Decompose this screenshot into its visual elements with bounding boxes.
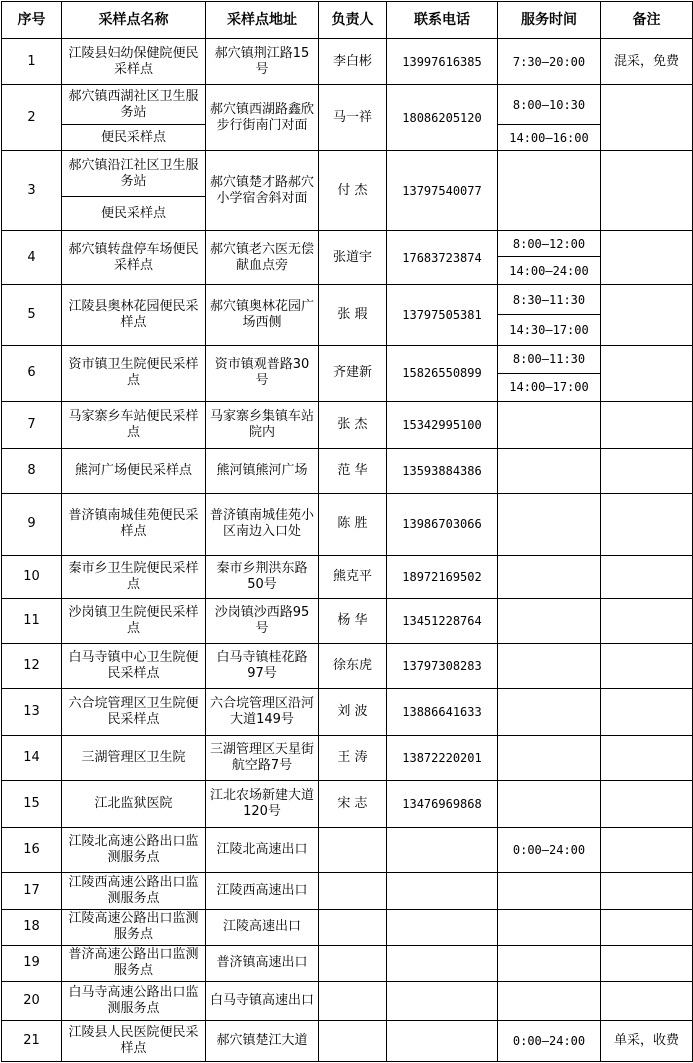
row-number: 7 xyxy=(2,401,62,448)
contact-phone xyxy=(387,945,498,981)
row-number: 11 xyxy=(2,598,62,643)
site-name-sub: 便民采样点 xyxy=(62,125,206,151)
service-time xyxy=(498,644,601,689)
row-number: 21 xyxy=(2,1020,62,1061)
header-row xyxy=(2,2,693,39)
service-time xyxy=(498,401,601,448)
service-time xyxy=(498,873,601,909)
site-name: 江陵县人民医院便民采样点 xyxy=(62,1020,206,1061)
site-name: 江陵县妇幼保健院便民采样点 xyxy=(62,39,206,85)
responsible-person xyxy=(319,909,387,945)
site-address: 郝穴镇奥林花园广场西侧 xyxy=(206,285,319,345)
responsible-person xyxy=(319,945,387,981)
responsible-person: 杨 华 xyxy=(319,598,387,643)
site-address: 普济镇南城佳苑小区南边入口处 xyxy=(206,493,319,555)
site-address: 秦市乡荆洪东路50号 xyxy=(206,555,319,598)
contact-phone: 15342995100 xyxy=(387,401,498,448)
row-number: 5 xyxy=(2,285,62,345)
note xyxy=(601,493,693,555)
sampling-points-table xyxy=(1,1,693,1062)
contact-phone: 13872220201 xyxy=(387,736,498,781)
site-address: 郝穴镇楚江大道 xyxy=(206,1020,319,1061)
responsible-person: 熊克平 xyxy=(319,555,387,598)
responsible-person xyxy=(319,873,387,909)
site-name: 江陵县奥林花园便民采样点 xyxy=(62,285,206,345)
service-time: 14:00—24:00 xyxy=(498,257,601,285)
note xyxy=(601,828,693,873)
responsible-person xyxy=(319,828,387,873)
table-row xyxy=(2,555,693,598)
note xyxy=(601,401,693,448)
responsible-person: 徐东虎 xyxy=(319,644,387,689)
service-time: 8:30—11:30 xyxy=(498,285,601,315)
service-time xyxy=(498,736,601,781)
header-person: 负责人 xyxy=(319,2,387,39)
site-name: 江北监狱医院 xyxy=(62,781,206,828)
note xyxy=(601,644,693,689)
site-address: 郝穴镇西湖路鑫欣步行街南门对面 xyxy=(206,85,319,151)
service-time: 14:30—17:00 xyxy=(498,315,601,345)
header-no: 序号 xyxy=(2,2,62,39)
contact-phone: 13476969868 xyxy=(387,781,498,828)
row-number: 9 xyxy=(2,493,62,555)
header-phone: 联系电话 xyxy=(387,2,498,39)
table-row xyxy=(2,736,693,781)
service-time xyxy=(498,781,601,828)
row-number: 1 xyxy=(2,39,62,85)
site-address: 普济镇高速出口 xyxy=(206,945,319,981)
service-time xyxy=(498,151,601,231)
responsible-person: 王 涛 xyxy=(319,736,387,781)
site-address: 江北农场新建大道120号 xyxy=(206,781,319,828)
row-number: 6 xyxy=(2,345,62,401)
responsible-person: 张道宇 xyxy=(319,231,387,285)
contact-phone: 18086205120 xyxy=(387,85,498,151)
site-name: 白马寺镇中心卫生院便民采样点 xyxy=(62,644,206,689)
contact-phone xyxy=(387,828,498,873)
table-row xyxy=(2,598,693,643)
site-name: 普济高速公路出口监测服务点 xyxy=(62,945,206,981)
service-time xyxy=(498,493,601,555)
note xyxy=(601,85,693,151)
contact-phone: 13797540077 xyxy=(387,151,498,231)
responsible-person xyxy=(319,1020,387,1061)
site-address: 白马寺镇桂花路97号 xyxy=(206,644,319,689)
contact-phone xyxy=(387,873,498,909)
contact-phone xyxy=(387,909,498,945)
service-time: 8:00—11:30 xyxy=(498,345,601,373)
contact-phone: 13886641633 xyxy=(387,689,498,736)
responsible-person: 马一祥 xyxy=(319,85,387,151)
service-time xyxy=(498,555,601,598)
row-number: 13 xyxy=(2,689,62,736)
site-name: 江陵高速公路出口监测服务点 xyxy=(62,909,206,945)
site-address: 郝穴镇荆江路15号 xyxy=(206,39,319,85)
table-row xyxy=(2,39,693,85)
note xyxy=(601,285,693,345)
site-address: 江陵西高速出口 xyxy=(206,873,319,909)
site-name: 郝穴镇转盘停车场便民采样点 xyxy=(62,231,206,285)
site-name: 三湖管理区卫生院 xyxy=(62,736,206,781)
contact-phone: 13593884386 xyxy=(387,448,498,493)
site-name: 资市镇卫生院便民采样点 xyxy=(62,345,206,401)
note xyxy=(601,945,693,981)
service-time: 7:30—20:00 xyxy=(498,39,601,85)
contact-phone: 17683723874 xyxy=(387,231,498,285)
row-number: 19 xyxy=(2,945,62,981)
responsible-person: 齐建新 xyxy=(319,345,387,401)
table-row xyxy=(2,448,693,493)
table-row xyxy=(2,231,693,257)
header-name: 采样点名称 xyxy=(62,2,206,39)
responsible-person: 李白彬 xyxy=(319,39,387,85)
note xyxy=(601,448,693,493)
table-row xyxy=(2,781,693,828)
row-number: 18 xyxy=(2,909,62,945)
note xyxy=(601,345,693,401)
service-time: 8:00—10:30 xyxy=(498,85,601,125)
row-number: 4 xyxy=(2,231,62,285)
site-address: 沙岗镇沙西路95号 xyxy=(206,598,319,643)
header-service-time: 服务时间 xyxy=(498,2,601,39)
service-time: 0:00—24:00 xyxy=(498,828,601,873)
table-row xyxy=(2,689,693,736)
service-time: 0:00—24:00 xyxy=(498,1020,601,1061)
responsible-person: 陈 胜 xyxy=(319,493,387,555)
table-row xyxy=(2,85,693,125)
site-name: 六合垸管理区卫生院便民采样点 xyxy=(62,689,206,736)
note xyxy=(601,151,693,231)
row-number: 17 xyxy=(2,873,62,909)
site-address: 资市镇观普路30号 xyxy=(206,345,319,401)
row-number: 3 xyxy=(2,151,62,231)
note xyxy=(601,689,693,736)
contact-phone: 13451228764 xyxy=(387,598,498,643)
responsible-person xyxy=(319,981,387,1020)
note xyxy=(601,909,693,945)
service-time xyxy=(498,945,601,981)
row-number: 14 xyxy=(2,736,62,781)
site-name: 江陵西高速公路出口监测服务点 xyxy=(62,873,206,909)
row-number: 15 xyxy=(2,781,62,828)
note xyxy=(601,981,693,1020)
table-row xyxy=(2,1020,693,1061)
row-number: 2 xyxy=(2,85,62,151)
contact-phone: 13997616385 xyxy=(387,39,498,85)
site-address: 江陵北高速出口 xyxy=(206,828,319,873)
note xyxy=(601,231,693,285)
contact-phone xyxy=(387,981,498,1020)
table-row xyxy=(2,945,693,981)
service-time: 14:00—17:00 xyxy=(498,373,601,401)
site-name: 秦市乡卫生院便民采样点 xyxy=(62,555,206,598)
note: 混采，免费 xyxy=(601,39,693,85)
header-address: 采样点地址 xyxy=(206,2,319,39)
responsible-person: 范 华 xyxy=(319,448,387,493)
table-row xyxy=(2,493,693,555)
contact-phone: 15826550899 xyxy=(387,345,498,401)
table-row xyxy=(2,285,693,315)
contact-phone xyxy=(387,1020,498,1061)
site-name: 普济镇南城佳苑便民采样点 xyxy=(62,493,206,555)
site-name: 熊河广场便民采样点 xyxy=(62,448,206,493)
responsible-person: 付 杰 xyxy=(319,151,387,231)
service-time: 8:00—12:00 xyxy=(498,231,601,257)
contact-phone: 13797505381 xyxy=(387,285,498,345)
service-time xyxy=(498,448,601,493)
table-row xyxy=(2,151,693,197)
site-name: 郝穴镇西湖社区卫生服务站 xyxy=(62,85,206,125)
contact-phone: 18972169502 xyxy=(387,555,498,598)
site-address: 白马寺镇高速出口 xyxy=(206,981,319,1020)
note xyxy=(601,555,693,598)
service-time xyxy=(498,598,601,643)
responsible-person: 宋 志 xyxy=(319,781,387,828)
responsible-person: 刘 波 xyxy=(319,689,387,736)
service-time xyxy=(498,909,601,945)
note: 单采，收费 xyxy=(601,1020,693,1061)
note xyxy=(601,736,693,781)
table-row xyxy=(2,828,693,873)
note xyxy=(601,873,693,909)
service-time xyxy=(498,981,601,1020)
contact-phone: 13986703066 xyxy=(387,493,498,555)
responsible-person: 张 杰 xyxy=(319,401,387,448)
site-address: 郝穴镇老六医无偿献血点旁 xyxy=(206,231,319,285)
row-number: 10 xyxy=(2,555,62,598)
service-time: 14:00—16:00 xyxy=(498,125,601,151)
header-note: 备注 xyxy=(601,2,693,39)
site-name-sub: 便民采样点 xyxy=(62,197,206,231)
service-time xyxy=(498,689,601,736)
table-row xyxy=(2,644,693,689)
site-address: 六合垸管理区沿河大道149号 xyxy=(206,689,319,736)
row-number: 20 xyxy=(2,981,62,1020)
table-row xyxy=(2,873,693,909)
site-address: 江陵高速出口 xyxy=(206,909,319,945)
note xyxy=(601,598,693,643)
row-number: 8 xyxy=(2,448,62,493)
responsible-person: 张 瑕 xyxy=(319,285,387,345)
contact-phone: 13797308283 xyxy=(387,644,498,689)
site-name: 马家寨乡车站便民采样点 xyxy=(62,401,206,448)
table-row xyxy=(2,909,693,945)
site-name: 沙岗镇卫生院便民采样点 xyxy=(62,598,206,643)
site-address: 熊河镇熊河广场 xyxy=(206,448,319,493)
row-number: 16 xyxy=(2,828,62,873)
site-address: 三湖管理区天星街航空路7号 xyxy=(206,736,319,781)
site-address: 马家寨乡集镇车站院内 xyxy=(206,401,319,448)
site-name: 郝穴镇沿江社区卫生服务站 xyxy=(62,151,206,197)
site-name: 江陵北高速公路出口监测服务点 xyxy=(62,828,206,873)
site-name: 白马寺高速公路出口监测服务点 xyxy=(62,981,206,1020)
table-row xyxy=(2,345,693,373)
row-number: 12 xyxy=(2,644,62,689)
site-address: 郝穴镇楚才路郝穴小学宿舍斜对面 xyxy=(206,151,319,231)
table-row xyxy=(2,981,693,1020)
note xyxy=(601,781,693,828)
table-row xyxy=(2,401,693,448)
